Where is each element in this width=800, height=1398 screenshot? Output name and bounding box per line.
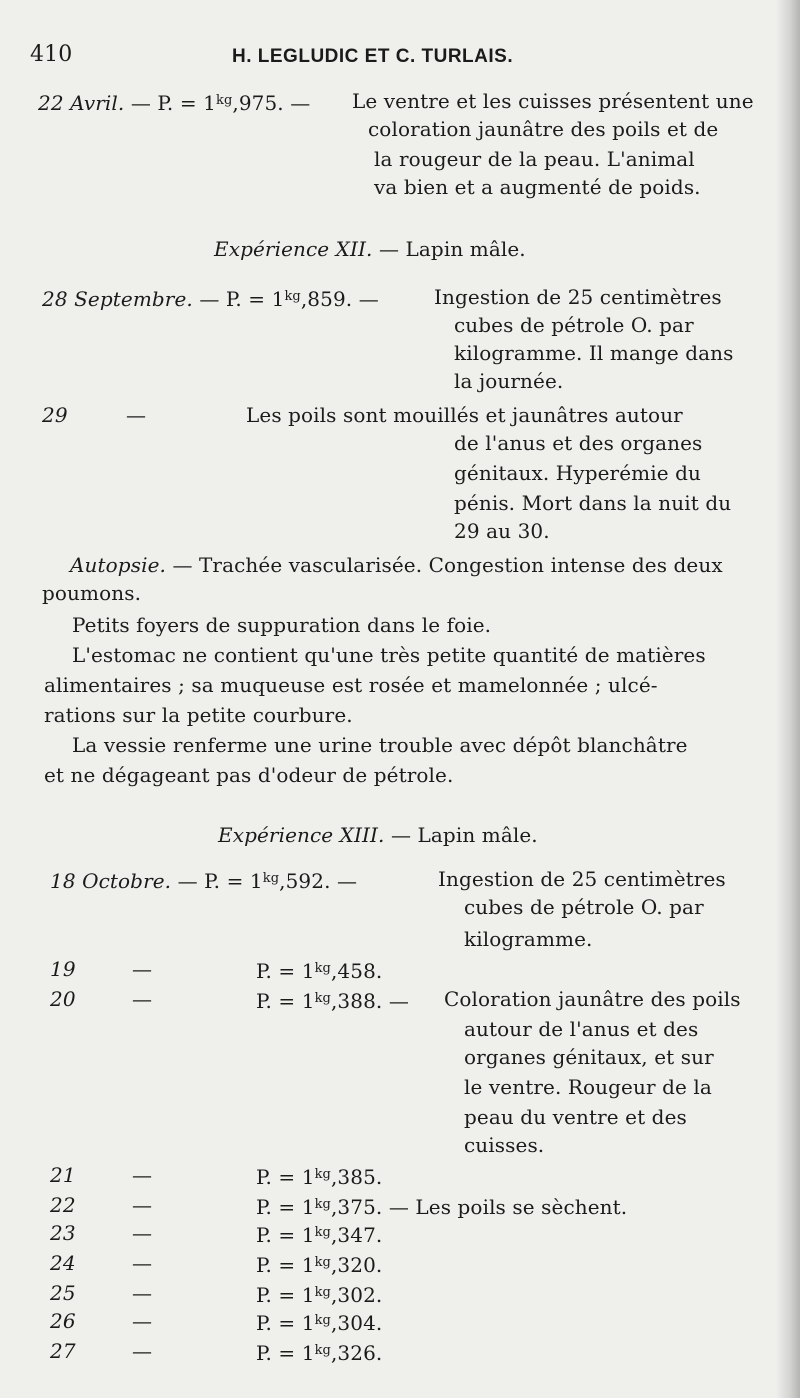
weight-reading (256, 1192, 627, 1220)
entry-oct18-weight (50, 866, 357, 894)
autopsie-text: poumons. (42, 581, 142, 605)
experience-heading (218, 822, 538, 848)
day-dash: — (132, 1339, 153, 1363)
entry-sept29-text: génitaux. Hyperémie du (454, 461, 701, 485)
weight-unit: kg (314, 1285, 331, 1300)
weight-reading (256, 1250, 382, 1278)
weight-pre: P. = 1 (157, 91, 216, 115)
day-number: 20 (50, 987, 76, 1011)
weight-pre: P. = 1 (256, 1195, 315, 1219)
weight-reading (256, 956, 382, 984)
weight-pre: P. = 1 (256, 1253, 315, 1277)
experience-title: Expérience XIII. (218, 823, 385, 847)
weight-unit: kg (314, 1197, 331, 1212)
weight-reading (256, 1308, 382, 1336)
autopsie-paragraph (70, 552, 723, 578)
day-dash: — (132, 957, 153, 981)
entry-oct20-text: organes génitaux, et sur (464, 1045, 714, 1069)
weight-reading (256, 986, 409, 1014)
autopsie-text: rations sur la petite courbure. (44, 703, 353, 727)
entry-avril-text: va bien et a augmenté de poids. (374, 175, 701, 199)
weight-reading (256, 1162, 382, 1190)
weight-unit: kg (314, 1225, 331, 1240)
weight-post: ,320. (330, 1253, 383, 1277)
entry-sept29-text: 29 au 30. (454, 519, 550, 543)
entry-sept28-text: la journée. (454, 369, 564, 393)
entry-dash: — (130, 91, 151, 115)
running-title: H. LEGLUDIC ET C. TURLAIS. (232, 46, 514, 67)
day-dash: — (132, 1251, 153, 1275)
weight-pre: P. = 1 (256, 1311, 315, 1335)
day-number: 22 (50, 1193, 76, 1217)
weight-unit: kg (314, 961, 331, 976)
weight-unit: kg (314, 1313, 331, 1328)
day-dash: — (132, 1221, 153, 1245)
entry-oct20-text: cuisses. (464, 1133, 545, 1157)
experience-subject: — Lapin mâle. (390, 823, 538, 847)
entry-oct18-text: Ingestion de 25 centimètres (438, 867, 726, 891)
entry-oct20-text: autour de l'anus et des (464, 1017, 699, 1041)
weight-post: ,375. (330, 1195, 383, 1219)
weight-post: ,304. (330, 1311, 383, 1335)
entry-oct20-text: peau du ventre et des (464, 1105, 687, 1129)
weight-post: ,385. (330, 1165, 383, 1189)
day-dash: — (132, 987, 153, 1011)
weight-reading (256, 1280, 382, 1308)
entry-oct18-text: cubes de pétrole O. par (464, 895, 704, 919)
entry-avril-text: la rougeur de la peau. L'animal (374, 147, 695, 171)
day-number: 26 (50, 1309, 76, 1333)
day-number: 21 (50, 1163, 76, 1187)
weight-post: ,592. — (279, 869, 358, 893)
day-number: 25 (50, 1281, 76, 1305)
weight-unit: kg (314, 1255, 331, 1270)
weight-pre: P. = 1 (256, 989, 315, 1013)
entry-sept29-text: Les poils sont mouillés et jaunâtres autour (246, 403, 683, 427)
entry-sept28-weight (42, 284, 379, 312)
weight-pre: — P. = 1 (177, 869, 263, 893)
day-dash: — (126, 403, 147, 427)
weight-unit: kg (314, 1167, 331, 1182)
day-number: 23 (50, 1221, 76, 1245)
page-edge-shadow (776, 0, 800, 1398)
weight-post: ,458. (330, 959, 383, 983)
entry-oct20-text: Coloration jaunâtre des poils (444, 987, 741, 1011)
weight-reading (256, 1338, 382, 1366)
entry-avril-text: coloration jaunâtre des poils et de (368, 117, 719, 141)
weight-post: ,347. (330, 1223, 383, 1247)
weight-reading (256, 1220, 382, 1248)
weight-unit: kg (284, 289, 301, 304)
day-dash: — (132, 1163, 153, 1187)
experience-subject: — Lapin mâle. (378, 237, 526, 261)
weight-unit: kg (262, 871, 280, 886)
entry-date: 28 Septembre. (42, 287, 193, 311)
day-dash: — (132, 1281, 153, 1305)
autopsie-text: L'estomac ne contient qu'une très petite quantité de matières (72, 643, 706, 667)
weight-post: ,859. — (300, 287, 379, 311)
day-number: 24 (50, 1251, 76, 1275)
weight-pre: P. = 1 (256, 1283, 315, 1307)
day-number: 27 (50, 1339, 76, 1363)
day-dash: — (132, 1193, 153, 1217)
entry-sept28-text: cubes de pétrole O. par (454, 313, 694, 337)
weight-post: ,975. — (232, 91, 311, 115)
day-number: 19 (50, 957, 76, 981)
autopsie-text: Petits foyers de suppuration dans le foie. (72, 613, 492, 637)
entry-oct22-note: — Les poils se sèchent. (388, 1195, 628, 1219)
weight-post: ,326. (330, 1341, 383, 1365)
weight-unit: kg (314, 991, 331, 1006)
weight-pre: P. = 1 (256, 1165, 315, 1189)
experience-title: Expérience XII. (214, 237, 373, 261)
entry-oct20-text: le ventre. Rougeur de la (464, 1075, 712, 1099)
entry-date: 22 Avril. (38, 91, 125, 115)
weight-pre: P. = 1 (256, 959, 315, 983)
autopsie-text: alimentaires ; sa muqueuse est rosée et mamelonnée ; ulcé- (44, 673, 658, 697)
entry-sept28-text: kilogramme. Il mange dans (454, 341, 734, 365)
autopsie-label: Autopsie. (70, 553, 166, 577)
day-dash: — (132, 1309, 153, 1333)
entry-oct18-text: kilogramme. (464, 927, 593, 951)
weight-pre: P. = 1 (256, 1341, 315, 1365)
autopsie-text: La vessie renferme une urine trouble avec dépôt blanchâtre (72, 733, 688, 757)
autopsie-text: et ne dégageant pas d'odeur de pétrole. (44, 763, 454, 787)
entry-date: 18 Octobre. (50, 869, 172, 893)
entry-sept29-text: de l'anus et des organes (454, 431, 703, 455)
weight-pre: P. = 1 (256, 1223, 315, 1247)
weight-post: ,388. — (330, 989, 409, 1013)
experience-heading (214, 236, 526, 262)
entry-avril-text: Le ventre et les cuisses présentent une (352, 89, 754, 113)
autopsie-text: — Trachée vascularisée. Congestion intense des deux (172, 553, 723, 577)
weight-pre: — P. = 1 (199, 287, 285, 311)
weight-unit: kg (215, 93, 233, 108)
weight-post: ,302. (330, 1283, 383, 1307)
entry-sept29-text: pénis. Mort dans la nuit du (454, 491, 732, 515)
entry-avril-weight (38, 88, 310, 116)
weight-unit: kg (314, 1343, 331, 1358)
entry-sept28-text: Ingestion de 25 centimètres (434, 285, 722, 309)
day-number: 29 (42, 403, 68, 427)
page-number: 410 (30, 42, 73, 67)
